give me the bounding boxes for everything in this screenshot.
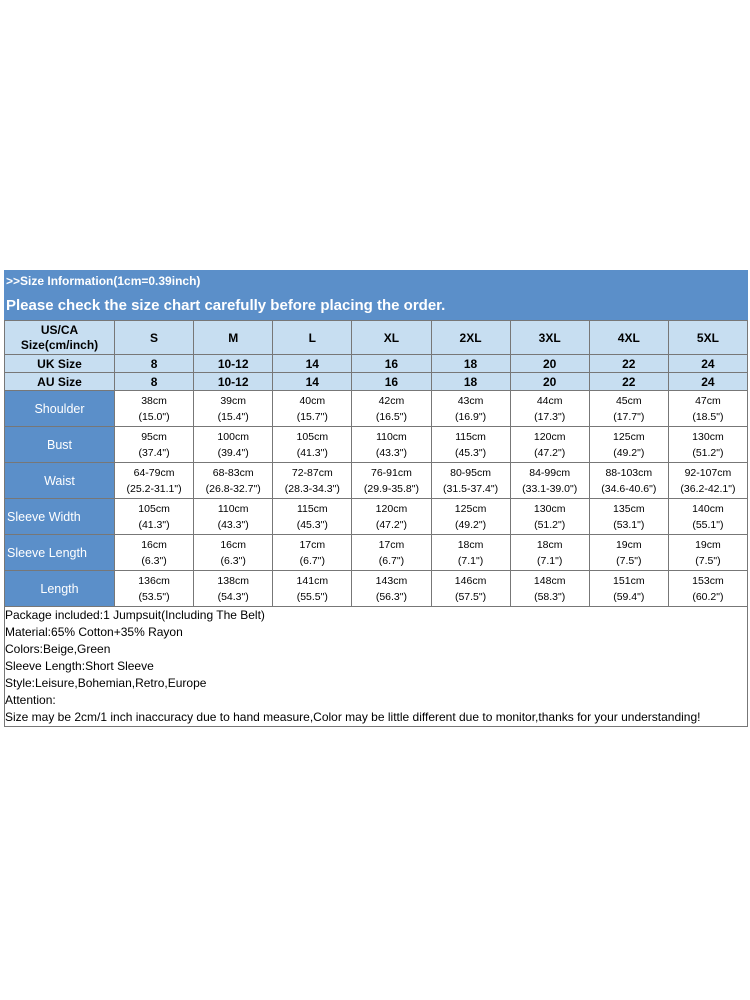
inch-value: (55.5") <box>296 590 328 603</box>
measurement-value <box>668 499 747 535</box>
measurement-value <box>510 463 589 499</box>
uk-size-value: 22 <box>589 355 668 373</box>
cm-value: 19cm <box>615 538 642 551</box>
measurement-value <box>273 463 352 499</box>
inch-value: (53.1") <box>613 518 645 531</box>
measurement-value <box>431 535 510 571</box>
size-chart <box>4 270 748 727</box>
measurement-value <box>194 571 273 607</box>
cm-value: 120cm <box>375 502 408 515</box>
inch-value: (18.5") <box>692 410 724 423</box>
cm-value: 136cm <box>138 574 170 587</box>
cm-value: 16cm <box>220 538 247 551</box>
cm-value: 42cm <box>378 394 405 407</box>
measurement-value <box>194 463 273 499</box>
cm-value: 39cm <box>220 394 247 407</box>
measurement-value <box>273 427 352 463</box>
inch-value: (28.3-34.3") <box>284 482 340 495</box>
size-header: 2XL <box>431 321 510 355</box>
note-line: Colors:Beige,Green <box>5 642 111 656</box>
measurement-value <box>194 391 273 427</box>
inch-value: (7.5") <box>616 554 642 567</box>
cm-value: 138cm <box>217 574 249 587</box>
cm-value: 110cm <box>217 502 249 515</box>
cm-value: 45cm <box>615 394 642 407</box>
uk-size-label: UK Size <box>5 355 115 373</box>
cm-value: 88-103cm <box>605 466 653 479</box>
cm-value: 84-99cm <box>529 466 571 479</box>
measurement-value <box>431 571 510 607</box>
cm-value: 100cm <box>217 430 249 443</box>
inch-value: (60.2") <box>692 590 724 603</box>
cm-value: 148cm <box>533 574 566 587</box>
measurement-value <box>194 535 273 571</box>
measurement-value <box>510 571 589 607</box>
inch-value: (17.7") <box>613 410 645 423</box>
measurement-value <box>510 499 589 535</box>
measurement-value <box>115 535 194 571</box>
inch-value: (47.2") <box>534 446 566 459</box>
measurement-value <box>352 499 431 535</box>
us-ca-size-row <box>5 321 748 355</box>
inch-value: (33.1-39.0") <box>522 482 578 495</box>
size-header: M <box>194 321 273 355</box>
measurement-row <box>5 499 748 535</box>
au-size-row <box>5 373 748 391</box>
uk-size-value: 16 <box>352 355 431 373</box>
cm-value: 143cm <box>375 574 408 587</box>
inch-value: (45.3") <box>296 518 328 531</box>
measurement-row <box>5 391 748 427</box>
cm-value: 92-107cm <box>684 466 732 479</box>
cm-value: 68-83cm <box>212 466 254 479</box>
measurement-value <box>273 391 352 427</box>
cm-value: 151cm <box>613 574 645 587</box>
inch-value: (58.3") <box>534 590 566 603</box>
inch-value: (7.1") <box>457 554 484 567</box>
measurement-value <box>431 391 510 427</box>
size-info-subtitle: Please check the size chart carefully before placing the order. <box>4 292 748 320</box>
measurement-value <box>352 427 431 463</box>
note-line: Style:Leisure,Bohemian,Retro,Europe <box>5 676 207 690</box>
cm-value: 38cm <box>141 394 167 407</box>
inch-value: (15.0") <box>138 410 170 423</box>
inch-value: (51.2") <box>692 446 724 459</box>
note-line: Material:65% Cotton+35% Rayon <box>5 625 183 639</box>
cm-value: 64-79cm <box>133 466 175 479</box>
uk-size-value: 18 <box>431 355 510 373</box>
measurement-value <box>589 391 668 427</box>
size-header: L <box>273 321 352 355</box>
uk-size-value: 24 <box>668 355 747 373</box>
inch-value: (51.2") <box>534 518 566 531</box>
product-notes <box>4 607 748 727</box>
inch-value: (53.5") <box>138 590 170 603</box>
inch-value: (7.1") <box>537 554 563 567</box>
size-header: 5XL <box>668 321 747 355</box>
au-size-value: 24 <box>668 373 747 391</box>
cm-value: 130cm <box>533 502 566 515</box>
measurement-value <box>194 499 273 535</box>
inch-value: (6.7") <box>378 554 405 567</box>
au-size-value: 10-12 <box>194 373 273 391</box>
measurement-value <box>352 463 431 499</box>
cm-value: 44cm <box>536 394 563 407</box>
cm-value: 115cm <box>455 430 486 443</box>
uk-size-row <box>5 355 748 373</box>
measurement-label: Sleeve Length <box>5 535 115 571</box>
cm-value: 80-95cm <box>450 466 491 479</box>
measurement-value <box>115 499 194 535</box>
cm-value: 110cm <box>376 430 407 443</box>
au-size-value: 14 <box>273 373 352 391</box>
inch-value: (41.3") <box>138 518 170 531</box>
cm-value: 16cm <box>141 538 167 551</box>
measurement-value <box>589 571 668 607</box>
measurement-value <box>510 427 589 463</box>
size-header: XL <box>352 321 431 355</box>
measurement-row <box>5 535 748 571</box>
inch-value: (56.3") <box>375 590 408 603</box>
cm-value: 141cm <box>296 574 329 587</box>
inch-value: (16.9") <box>454 410 487 423</box>
au-size-value: 16 <box>352 373 431 391</box>
measurement-value <box>115 391 194 427</box>
cm-value: 130cm <box>692 430 724 443</box>
measurement-value <box>352 535 431 571</box>
cm-value: 120cm <box>533 430 566 443</box>
cm-value: 43cm <box>457 394 484 407</box>
size-table <box>4 320 748 607</box>
inch-value: (49.2") <box>613 446 645 459</box>
cm-value: 115cm <box>296 502 328 515</box>
note-line: Sleeve Length:Short Sleeve <box>5 659 154 673</box>
measurement-row <box>5 463 748 499</box>
measurement-value <box>589 463 668 499</box>
inch-value: (45.3") <box>454 446 487 459</box>
note-line: Attention: <box>5 693 56 707</box>
cm-value: 140cm <box>692 502 724 515</box>
cm-value: 153cm <box>692 574 724 587</box>
measurement-value <box>115 427 194 463</box>
measurement-value <box>589 535 668 571</box>
cm-value: 95cm <box>141 430 167 443</box>
au-size-value: 20 <box>510 373 589 391</box>
cm-value: 146cm <box>454 574 487 587</box>
inch-value: (15.4") <box>217 410 249 423</box>
measurement-value <box>431 427 510 463</box>
au-size-label: AU Size <box>5 373 115 391</box>
inch-value: (29.9-35.8") <box>363 482 419 495</box>
measurement-value <box>273 499 352 535</box>
uk-size-value: 20 <box>510 355 589 373</box>
size-info-title: >>Size Information(1cm=0.39inch) <box>4 270 748 292</box>
inch-value: (7.5") <box>695 554 721 567</box>
inch-value: (41.3") <box>296 446 328 459</box>
cm-value: 17cm <box>299 538 326 551</box>
measurement-label: Sleeve Width <box>5 499 115 535</box>
inch-value: (34.6-40.6") <box>601 482 657 495</box>
measurement-value <box>668 463 747 499</box>
measurement-value <box>589 499 668 535</box>
measurement-value <box>352 391 431 427</box>
inch-value: (54.3") <box>217 590 249 603</box>
measurement-value <box>668 391 747 427</box>
measurement-row <box>5 427 748 463</box>
au-size-value: 22 <box>589 373 668 391</box>
au-size-value: 8 <box>115 373 194 391</box>
measurement-row <box>5 571 748 607</box>
inch-value: (6.7") <box>299 554 325 567</box>
inch-value: (49.2") <box>454 518 487 531</box>
us-ca-size-label: US/CA Size(cm/inch) <box>5 321 115 355</box>
note-line: Size may be 2cm/1 inch inaccuracy due to hand measure,Color may be little different due to monitor,thanks for your understanding! <box>5 710 701 724</box>
note-line: Package included:1 Jumpsuit(Including The Belt) <box>5 608 265 622</box>
cm-value: 18cm <box>536 538 563 551</box>
size-header: S <box>115 321 194 355</box>
measurement-value <box>352 571 431 607</box>
measurement-value <box>668 535 747 571</box>
inch-value: (59.4") <box>613 590 645 603</box>
inch-value: (17.3") <box>534 410 566 423</box>
inch-value: (6.3") <box>220 554 246 567</box>
cm-value: 72-87cm <box>291 466 333 479</box>
au-size-value: 18 <box>431 373 510 391</box>
measurement-label: Bust <box>5 427 115 463</box>
measurement-value <box>510 391 589 427</box>
cm-value: 105cm <box>296 430 329 443</box>
cm-value: 18cm <box>457 538 484 551</box>
measurement-value <box>115 571 194 607</box>
measurement-label: Shoulder <box>5 391 115 427</box>
uk-size-value: 10-12 <box>194 355 273 373</box>
measurement-value <box>431 463 510 499</box>
measurement-value <box>194 427 273 463</box>
cm-value: 17cm <box>378 538 405 551</box>
uk-size-value: 14 <box>273 355 352 373</box>
cm-value: 19cm <box>695 538 721 551</box>
measurement-value <box>273 571 352 607</box>
cm-value: 125cm <box>613 430 645 443</box>
inch-value: (39.4") <box>217 446 249 459</box>
measurement-label: Length <box>5 571 115 607</box>
measurement-value <box>668 571 747 607</box>
cm-value: 105cm <box>138 502 170 515</box>
measurement-value <box>589 427 668 463</box>
inch-value: (47.2") <box>375 518 408 531</box>
size-header: 3XL <box>510 321 589 355</box>
inch-value: (43.3") <box>217 518 249 531</box>
inch-value: (37.4") <box>138 446 170 459</box>
measurement-value <box>273 535 352 571</box>
inch-value: (16.5") <box>375 410 408 423</box>
uk-size-value: 8 <box>115 355 194 373</box>
measurement-label: Waist <box>5 463 115 499</box>
inch-value: (36.2-42.1") <box>680 482 736 495</box>
inch-value: (15.7") <box>296 410 328 423</box>
cm-value: 40cm <box>299 394 326 407</box>
size-header: 4XL <box>589 321 668 355</box>
inch-value: (6.3") <box>141 554 167 567</box>
measurement-value <box>510 535 589 571</box>
measurement-value <box>431 499 510 535</box>
cm-value: 135cm <box>613 502 645 515</box>
cm-value: 47cm <box>695 394 721 407</box>
measurement-value <box>668 427 747 463</box>
inch-value: (43.3") <box>375 446 408 459</box>
inch-value: (55.1") <box>692 518 724 531</box>
inch-value: (25.2-31.1") <box>126 482 182 495</box>
inch-value: (31.5-37.4") <box>443 482 499 495</box>
inch-value: (57.5") <box>454 590 487 603</box>
inch-value: (26.8-32.7") <box>205 482 261 495</box>
cm-value: 125cm <box>454 502 487 515</box>
cm-value: 76-91cm <box>371 466 412 479</box>
measurement-value <box>115 463 194 499</box>
